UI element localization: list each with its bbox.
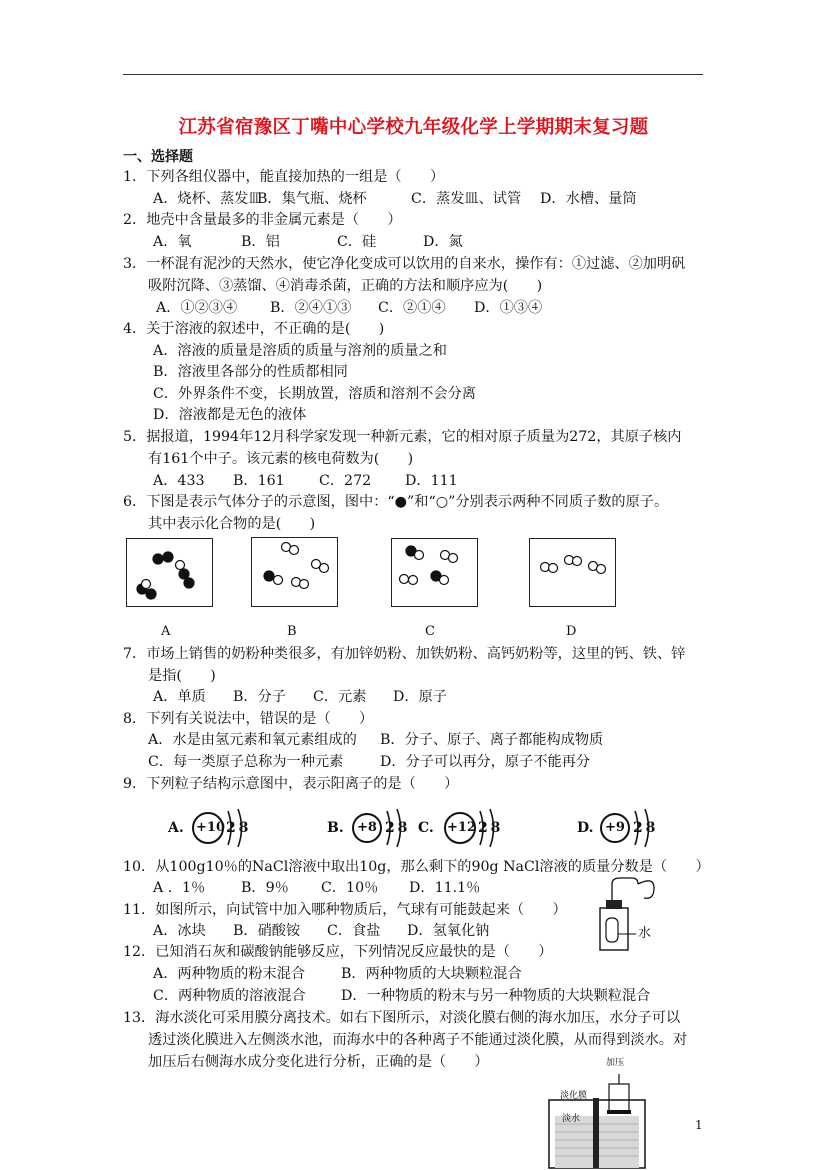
q1-option-d[interactable]: D．水槽、量筒	[540, 191, 637, 207]
q6-label-c: C	[425, 624, 435, 639]
q11-options	[153, 922, 489, 940]
q12-option-a[interactable]: A．两种物质的粉末混合	[153, 966, 306, 982]
q6-figure-d[interactable]	[529, 538, 616, 607]
q4-option-a[interactable]: A．溶液的质量是溶质的质量与溶剂的质量之和	[153, 343, 447, 359]
balloon-test-tube-figure	[594, 874, 674, 954]
q3-option-a[interactable]: A．①②③④	[156, 300, 238, 316]
q4-option-d[interactable]: D．溶液都是无色的液体	[153, 407, 307, 423]
q12-option-b[interactable]: B．两种物质的大块颗粒混合	[341, 966, 522, 982]
q9-option-a-shells: 2 8	[226, 820, 248, 836]
q6-figure-a[interactable]	[126, 538, 213, 607]
q7-stem-line2: 是指( )	[148, 668, 216, 684]
q5-option-a[interactable]: A．433	[153, 473, 205, 489]
q9-option-c[interactable]	[418, 805, 508, 851]
q6-figure-b-molecules	[252, 538, 337, 606]
q9-option-d-shells: 2 8	[633, 820, 655, 836]
q8-row1	[148, 731, 603, 749]
q9-option-c-letter: C.	[418, 820, 434, 836]
q6-figure-d-molecules	[530, 539, 615, 606]
q13-figure-label-freshwater: 淡水	[562, 1114, 581, 1124]
q7-stem-line1: 7．市场上销售的奶粉种类很多，有加锌奶粉、加铁奶粉、高钙奶粉等，这里的钙、铁、锌	[123, 646, 686, 662]
q9-option-c-shells: 2 8	[478, 820, 500, 836]
q6-stem-line1: 6．下图是表示气体分子的示意图，图中：“●”和“○”分别表示两种不同质子数的原子。	[123, 494, 669, 510]
q9-option-a[interactable]	[168, 805, 258, 851]
page-title: 江苏省宿豫区丁嘴中心学校九年级化学上学期期末复习题	[178, 117, 649, 138]
q5-option-b[interactable]: B．161	[233, 473, 285, 489]
q10-option-b[interactable]: B．9％	[241, 880, 289, 896]
q7-option-a[interactable]: A．单质	[153, 689, 206, 705]
q8-row2	[148, 753, 590, 771]
q6-label-d: D	[566, 624, 577, 639]
q6-figure-c[interactable]	[391, 538, 478, 607]
q13-figure-label-membrane: 淡化膜	[560, 1091, 588, 1101]
q5-option-d[interactable]: D．111	[405, 473, 458, 489]
q9-option-c-nucleus: +12	[447, 820, 476, 835]
q9-option-d[interactable]	[577, 805, 667, 851]
q10-options	[153, 879, 480, 897]
q11-option-c[interactable]: C．食盐	[327, 923, 381, 939]
q10-option-d[interactable]: D．11.1％	[409, 880, 481, 896]
q7-options	[153, 688, 447, 706]
q2-options	[153, 233, 463, 251]
q8-stem: 8．下列有关说法中，错误的是（ ）	[123, 711, 374, 727]
q13-stem-line3: 加压后右侧海水成分变化进行分析，正确的是（ ）	[148, 1054, 489, 1070]
q3-options	[156, 299, 542, 317]
section-heading: 一、选择题	[123, 149, 193, 165]
q3-stem-line2: 吸附沉降、③蒸馏、④消毒杀菌，正确的方法和顺序应为( )	[148, 278, 543, 294]
q11-option-a[interactable]: A．冰块	[153, 923, 206, 939]
q9-option-b-shells: 2 8	[385, 820, 407, 836]
q3-stem-line1: 3．一杯混有泥沙的天然水，使它净化变成可以饮用的自来水，操作有：①过滤、②加明矾	[123, 256, 686, 272]
q7-option-b[interactable]: B．分子	[233, 689, 286, 705]
q6-stem-line2: 其中表示化合物的是( )	[148, 516, 316, 532]
q2-option-a[interactable]: A．氧	[153, 234, 192, 250]
q7-option-d[interactable]: D．原子	[393, 689, 447, 705]
q5-options	[153, 472, 458, 490]
q6-figure-c-molecules	[392, 539, 477, 606]
q10-option-a[interactable]: A ．1％	[153, 880, 206, 896]
q11-stem: 11．如图所示，向试管中加入哪种物质后，气球有可能鼓起来（ ）	[123, 902, 567, 918]
q2-option-d[interactable]: D．氮	[423, 234, 463, 250]
q7-option-c[interactable]: C．元素	[313, 689, 367, 705]
q5-option-c[interactable]: C．272	[319, 473, 372, 489]
q11-figure-label: 水	[638, 926, 652, 941]
q12-stem: 12．已知消石灰和碳酸钠能够反应，下列情况反应最快的是（ ）	[123, 944, 553, 960]
q9-option-d-nucleus: +9	[605, 820, 625, 835]
q9-option-d-letter: D.	[577, 820, 594, 836]
q1-option-a[interactable]: A．烧杯、蒸发皿	[153, 191, 263, 207]
q9-option-a-letter: A.	[168, 820, 184, 836]
q1-option-c[interactable]: C．蒸发皿、试管	[411, 191, 522, 207]
q1-option-b[interactable]: B．集气瓶、烧杯	[257, 191, 367, 207]
q4-option-c[interactable]: C．外界条件不变，长期放置，溶质和溶剂不会分离	[153, 386, 476, 402]
q2-option-b[interactable]: B．铝	[241, 234, 280, 250]
q8-option-b[interactable]: B．分子、原子、离子都能构成物质	[380, 732, 604, 748]
q9-option-b[interactable]	[327, 805, 417, 851]
q2-stem: 2．地壳中含量最多的非金属元素是（ ）	[123, 212, 402, 228]
q1-options	[153, 190, 637, 208]
q11-option-d[interactable]: D．氢氧化钠	[407, 923, 490, 939]
header-rule	[123, 74, 703, 75]
q9-option-b-nucleus: +8	[357, 820, 377, 835]
q12-row1	[153, 965, 522, 983]
q10-option-c[interactable]: C．10％	[321, 880, 379, 896]
q11-option-b[interactable]: B．硝酸铵	[233, 923, 301, 939]
q6-label-a: A	[161, 624, 171, 639]
q1-stem: 1．下列各组仪器中，能直接加热的一组是（ ）	[123, 169, 445, 185]
q3-option-b[interactable]: B．②④①③	[270, 300, 352, 316]
q3-option-d[interactable]: D．①③④	[474, 300, 543, 316]
q8-option-c[interactable]: C．每一类原子总称为一种元素	[148, 754, 344, 770]
q5-stem-line2: 有161个中子。该元素的核电荷数为( )	[148, 451, 414, 467]
q12-row2	[153, 987, 650, 1005]
q3-option-c[interactable]: C．②①④	[378, 300, 446, 316]
q12-option-c[interactable]: C．两种物质的溶液混合	[153, 988, 306, 1004]
q12-option-d[interactable]: D．一种物质的粉末与另一种物质的大块颗粒混合	[341, 988, 651, 1004]
q9-option-a-nucleus: +10	[196, 820, 225, 835]
q6-figure-b[interactable]	[251, 537, 338, 607]
q13-stem-line2: 透过淡化膜进入左侧淡水池，而海水中的各种离子不能通过淡化膜，从而得到淡水。对	[148, 1032, 688, 1048]
q4-stem: 4．关于溶液的叙述中，不正确的是( )	[123, 321, 385, 337]
q13-stem-line1: 13．海水淡化可采用膜分离技术。如右下图所示，对淡化膜右侧的海水加压，水分子可以	[123, 1010, 681, 1026]
q13-figure-label-pressure: 加压	[606, 1058, 625, 1068]
q8-option-a[interactable]: A．水是由氢元素和氧元素组成的	[148, 732, 357, 748]
q6-label-b: B	[287, 624, 297, 639]
q5-stem-line1: 5．据报道，1994年12月科学家发现一种新元素，它的相对原子质量为272，其原子核内	[123, 429, 682, 445]
q2-option-c[interactable]: C．硅	[337, 234, 377, 250]
q4-option-b[interactable]: B．溶液里各部分的性质都相同	[153, 364, 348, 380]
q6-figure-a-molecules	[127, 539, 212, 606]
q8-option-d[interactable]: D．分子可以再分，原子不能再分	[380, 754, 591, 770]
q10-stem: 10．从100g10％的NaCl溶液中取出10g，那么剩下的90g NaCl溶液的质量分数是（ ）	[123, 859, 710, 875]
page-number: 1	[695, 1118, 703, 1132]
q9-option-b-letter: B.	[327, 820, 344, 836]
q9-stem: 9．下列粒子结构示意图中，表示阳离子的是（ ）	[123, 776, 459, 792]
